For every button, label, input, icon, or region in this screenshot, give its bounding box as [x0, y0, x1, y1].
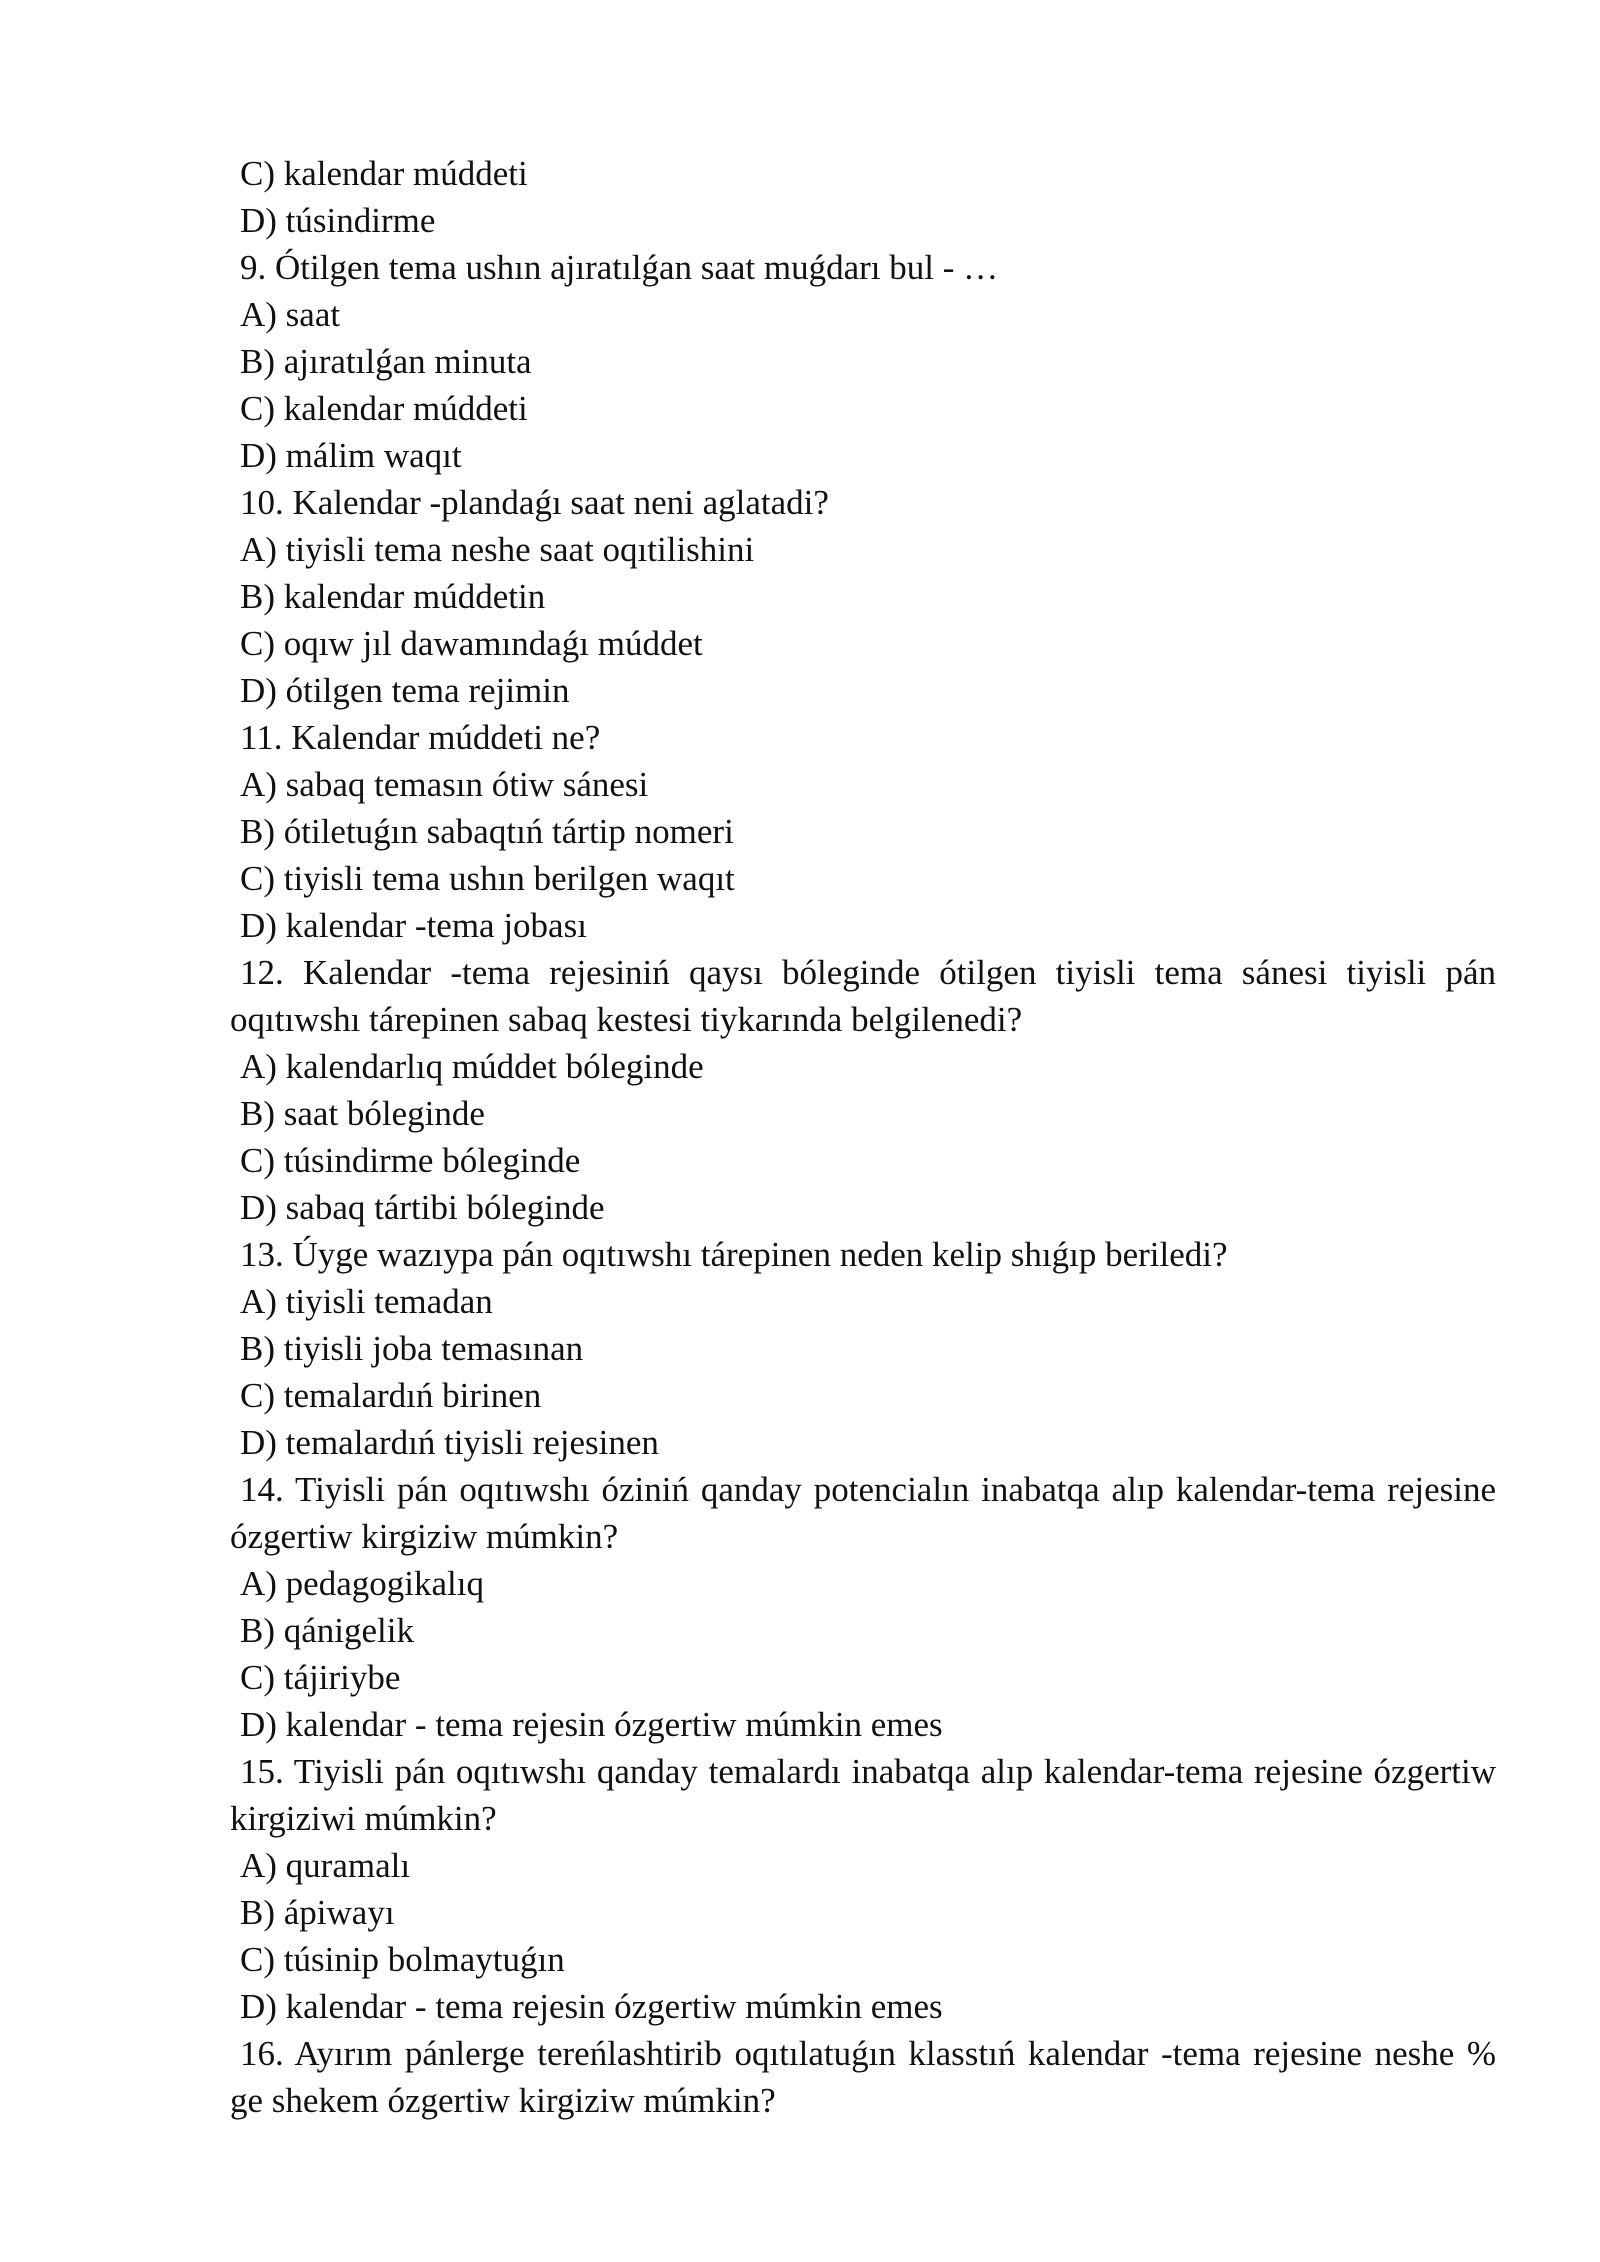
answer-option: B) qánigelik	[240, 1611, 414, 1650]
answer-option: D) kalendar - tema rejesin ózgertiw múmkin emes	[240, 1705, 943, 1744]
question-13: 13. Úyge wazıypa pán oqıtıwshı tárepinen neden kelip shıǵıp beriledi?	[240, 1235, 1228, 1274]
question-11: 11. Kalendar múddeti ne?	[240, 718, 601, 757]
answer-option: D) ótilgen tema rejimin	[240, 671, 570, 710]
answer-option: D) málim waqıt	[240, 436, 462, 475]
answer-option: C) túsindirme bóleginde	[240, 1141, 581, 1180]
question-9: 9. Ótilgen tema ushın ajıratılǵan saat muǵdarı bul - …	[240, 248, 999, 287]
answer-option: D) kalendar - tema rejesin ózgertiw múmkin emes	[240, 1987, 943, 2026]
question-16: 16. Ayırım pánlerge tereńlashtirib oqıtılatuǵın klasstıń kalendar -tema rejesine neshe % ge shekem ózgertiw kirgiziw múmkin?	[230, 2034, 1496, 2120]
answer-option: B) ajıratılǵan minuta	[240, 342, 532, 381]
answer-option: D) sabaq tártibi bóleginde	[240, 1188, 605, 1227]
answer-option: B) ótiletuǵın sabaqtıń tártip nomeri	[240, 812, 734, 851]
answer-option: D) kalendar -tema jobası	[240, 906, 587, 945]
answer-option: A) kalendarlıq múddet bóleginde	[240, 1047, 704, 1086]
question-12: 12. Kalendar -tema rejesiniń qaysı bóleginde ótilgen tiyisli tema sánesi tiyisli pán oqıtıwshı tárepinen sabaq kestesi tiykarında belgilenedi?	[230, 953, 1496, 1039]
answer-option: A) tiyisli temadan	[240, 1282, 493, 1321]
answer-option: A) quramalı	[240, 1846, 411, 1885]
answer-option: C) kalendar múddeti	[240, 154, 528, 193]
document-body	[230, 150, 1496, 2124]
answer-option: C) túsinip bolmaytuǵın	[240, 1940, 565, 1979]
question-14: 14. Tiyisli pán oqıtıwshı óziniń qanday potencialın inabatqa alıp kalendar-tema rejesine ózgertiw kirgiziw múmkin?	[230, 1470, 1496, 1556]
question-10: 10. Kalendar -plandaǵı saat neni aglatadi?	[240, 483, 829, 522]
question-15: 15. Tiyisli pán oqıtıwshı qanday temalardı inabatqa alıp kalendar-tema rejesine ózgertiw kirgiziwi múmkin?	[230, 1752, 1496, 1838]
answer-option: C) kalendar múddeti	[240, 389, 528, 428]
answer-option: C) temalardıń birinen	[240, 1376, 542, 1415]
answer-option: B) saat bóleginde	[240, 1094, 485, 1133]
answer-option: B) tiyisli joba temasınan	[240, 1329, 584, 1368]
answer-option: D) túsindirme	[240, 201, 436, 240]
answer-option: D) temalardıń tiyisli rejesinen	[240, 1423, 659, 1462]
answer-option: B) kalendar múddetin	[240, 577, 546, 616]
answer-option: A) saat	[240, 295, 341, 334]
answer-option: A) sabaq temasın ótiw sánesi	[240, 765, 649, 804]
answer-option: C) oqıw jıl dawamındaǵı múddet	[240, 624, 703, 663]
answer-option: C) tiyisli tema ushın berilgen waqıt	[240, 859, 735, 898]
answer-option: B) ápiwayı	[240, 1893, 395, 1932]
answer-option: A) pedagogikalıq	[240, 1564, 484, 1603]
answer-option: A) tiyisli tema neshe saat oqıtilishini	[240, 530, 755, 569]
answer-option: C) tájiriybe	[240, 1658, 401, 1697]
